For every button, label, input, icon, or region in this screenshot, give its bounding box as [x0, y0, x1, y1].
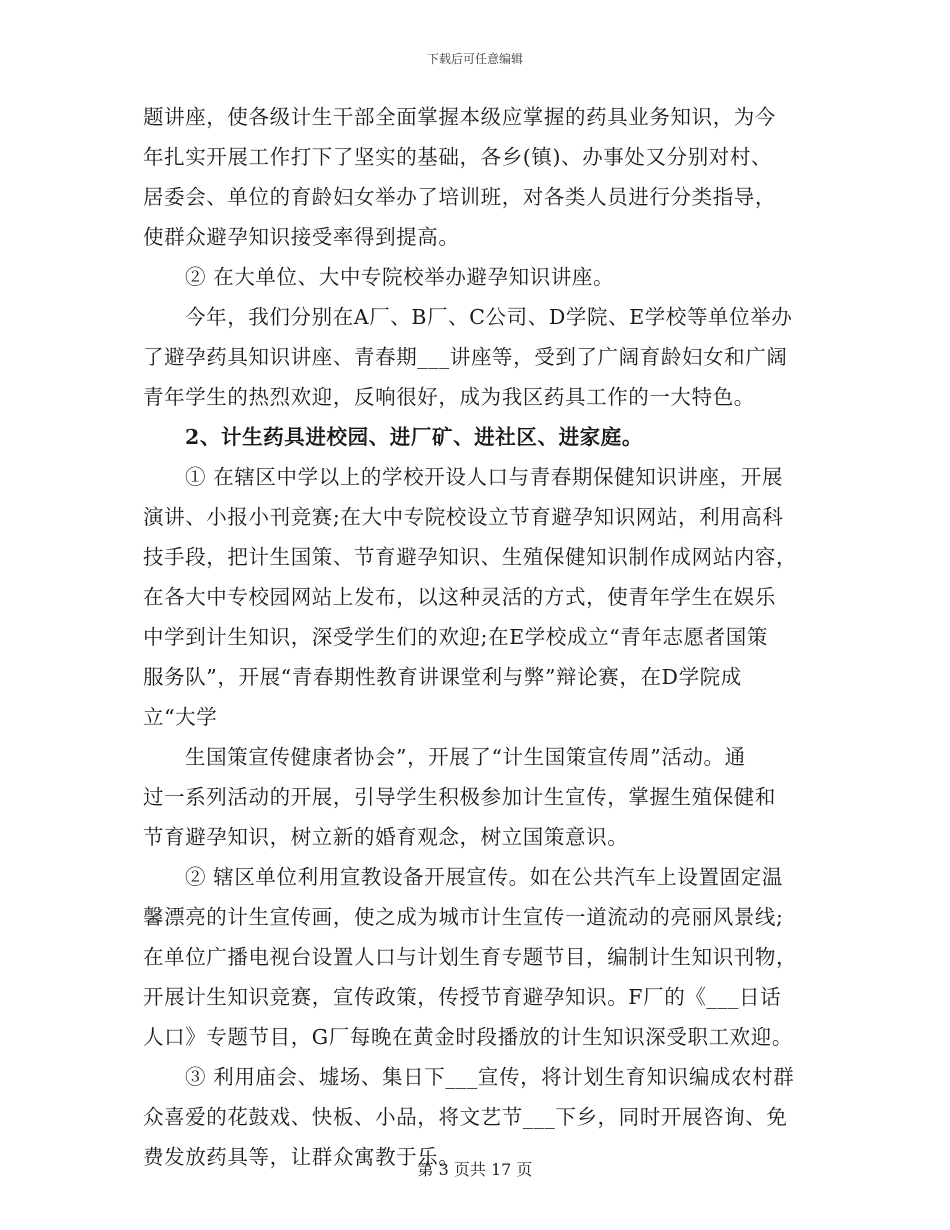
text-line: 过一系列活动的开展，引导学生积极参加计生宣传，掌握生殖保健和	[143, 785, 776, 809]
text-line: 人口》专题节目，G厂每晚在黄金时段播放的计生知识深受职工欢迎。	[143, 1025, 793, 1049]
text-line: 生国策宣传健康者协会”，开展了“计生国策宣传周”活动。通	[185, 745, 746, 769]
text-line: 服务队”，开展“青春期性教育讲课堂利与弊”辩论赛，在D学院成	[143, 665, 742, 689]
text-line: 众喜爱的花鼓戏、快板、小品，将文艺节___下乡，同时开展咨询、免	[143, 1105, 788, 1129]
text-line: 青年学生的热烈欢迎，反响很好，成为我区药具工作的一大特色。	[143, 385, 755, 409]
paragraph	[143, 860, 813, 900]
text-line: 费发放药具等，让群众寓教于乐。	[143, 1145, 460, 1169]
text-line: 演讲、小报小刊竞赛;在大中专院校设立节育避孕知识网站，利用高科	[143, 505, 784, 529]
text-line: ① 在辖区中学以上的学校开设人口与青春期保健知识讲座，开展	[185, 465, 783, 489]
paragraph	[143, 900, 813, 1060]
text-line: 使群众避孕知识接受率得到提高。	[143, 225, 460, 249]
paragraph	[143, 460, 813, 500]
text-line: 年扎实开展工作打下了坚实的基础，各乡(镇)、办事处又分别对村、	[143, 145, 773, 169]
paragraph	[143, 740, 813, 780]
text-line: 今年，我们分别在A厂、B厂、C公司、D学院、E学校等单位举办	[185, 305, 793, 329]
text-line: 了避孕药具知识讲座、青春期___讲座等，受到了广阔育龄妇女和广阔	[143, 345, 788, 369]
text-line: ③ 利用庙会、墟场、集日下___宣传，将计划生育知识编成农村群	[185, 1065, 795, 1089]
paragraph	[143, 340, 813, 420]
paragraph	[143, 420, 813, 460]
paragraph	[143, 100, 813, 260]
text-line: 在单位广播电视台设置人口与计划生育专题节目，编制计生知识刊物，	[143, 945, 798, 969]
text-line: 馨漂亮的计生宣传画，使之成为城市计生宣传一道流动的亮丽风景线;	[143, 905, 784, 929]
text-line: 题讲座，使各级计生干部全面掌握本级应掌握的药具业务知识，为今	[143, 105, 776, 129]
paragraph	[143, 300, 813, 340]
text-line: ② 辖区单位利用宣教设备开展宣传。如在公共汽车上设置固定温	[185, 865, 783, 889]
page-header: 下载后可任意编辑	[426, 52, 523, 66]
paragraph	[143, 260, 813, 300]
text-line: ② 在大单位、大中专院校举办避孕知识讲座。	[185, 265, 615, 289]
text-line: 居委会、单位的育龄妇女举办了培训班，对各类人员进行分类指导，	[143, 185, 776, 209]
text-line: 节育避孕知识，树立新的婚育观念，树立国策意识。	[143, 825, 629, 849]
document-body	[143, 100, 813, 1180]
text-line: 在各大中专校园网站上发布，以这种灵活的方式，使青年学生在娱乐	[143, 585, 776, 609]
page-footer: 第 3 页共 17 页	[417, 1160, 533, 1179]
text-line: 技手段，把计生国策、节育避孕知识、生殖保健知识制作成网站内容，	[143, 545, 798, 569]
paragraph	[143, 1060, 813, 1100]
text-line: 开展计生知识竞赛，宣传政策，传授节育避孕知识。F厂的《___日话	[143, 985, 782, 1009]
paragraph	[143, 780, 813, 860]
section-heading-line: 2、计生药具进校园、进厂矿、进社区、进家庭。	[185, 425, 643, 449]
text-line: 立“大学	[143, 705, 218, 729]
text-line: 中学到计生知识，深受学生们的欢迎;在E学校成立“青年志愿者国策	[143, 625, 768, 649]
paragraph	[143, 500, 813, 740]
